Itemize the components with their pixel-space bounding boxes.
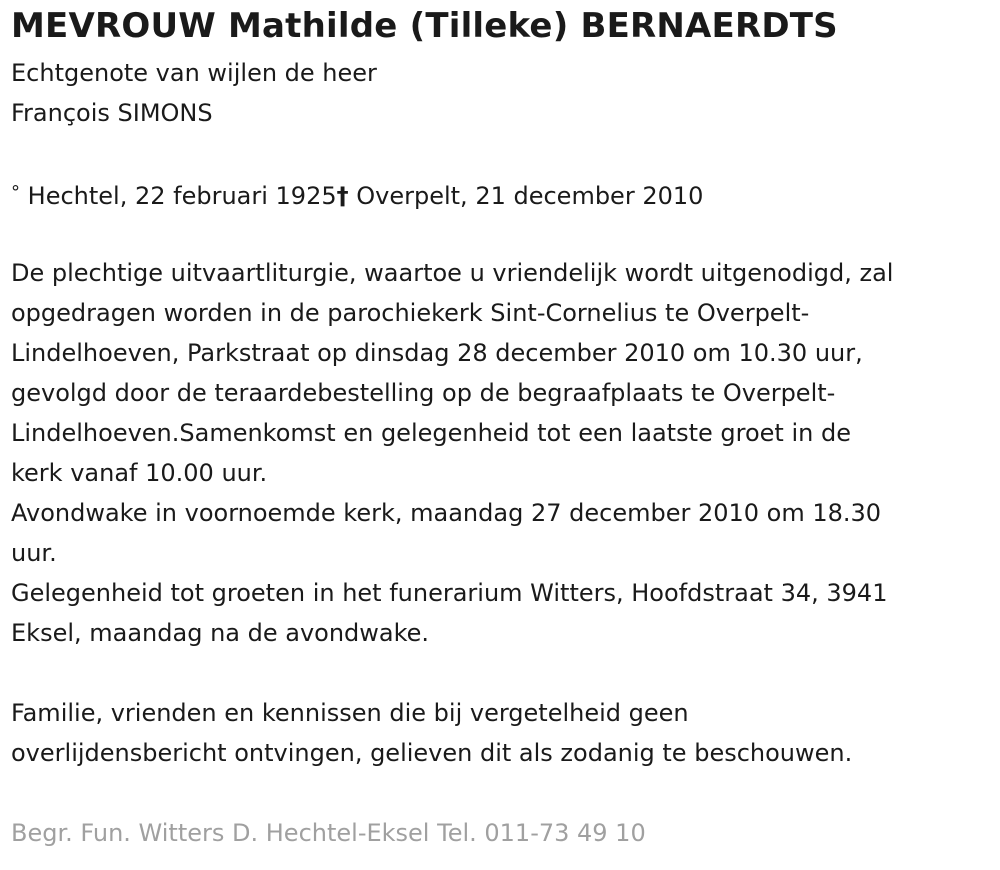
birth-info: Hechtel, 22 februari 1925 (27, 182, 337, 210)
funeral-home-footer: Begr. Fun. Witters D. Hechtel-Eksel Tel. 011-73 49 10 (11, 819, 646, 847)
ceremony-line: opgedragen worden in de parochiekerk Sint-Cornelius te Overpelt- (11, 299, 810, 327)
notice-line: overlijdensbericht ontvingen, gelieven dit als zodanig te beschouwen. (11, 739, 853, 767)
spouse-line-2: François SIMONS (11, 99, 213, 127)
ceremony-line: De plechtige uitvaartliturgie, waartoe u vriendelijk wordt uitgenodigd, zal (11, 259, 894, 287)
birth-death-line (11, 173, 703, 216)
ceremony-line: gevolgd door de teraardebestelling op de begraafplaats te Overpelt- (11, 379, 836, 407)
wake-line: Avondwake in voornoemde kerk, maandag 27 december 2010 om 18.30 (11, 499, 882, 527)
deceased-name: MEVROUW Mathilde (Tilleke) BERNAERDTS (11, 6, 838, 46)
ceremony-line: kerk vanaf 10.00 uur. (11, 459, 268, 487)
cross-icon: † (336, 182, 349, 210)
wake-line: uur. (11, 539, 57, 567)
death-info: Overpelt, 21 december 2010 (356, 182, 704, 210)
visitation-line: Gelegenheid tot groeten in het funerarium Witters, Hoofdstraat 34, 3941 (11, 579, 888, 607)
birth-symbol: ° (11, 182, 20, 203)
ceremony-line: Lindelhoeven, Parkstraat op dinsdag 28 december 2010 om 10.30 uur, (11, 339, 863, 367)
ceremony-line: Lindelhoeven.Samenkomst en gelegenheid tot een laatste groet in de (11, 419, 851, 447)
spouse-line-1: Echtgenote van wijlen de heer (11, 59, 377, 87)
notice-line: Familie, vrienden en kennissen die bij vergetelheid geen (11, 699, 689, 727)
visitation-line: Eksel, maandag na de avondwake. (11, 619, 430, 647)
